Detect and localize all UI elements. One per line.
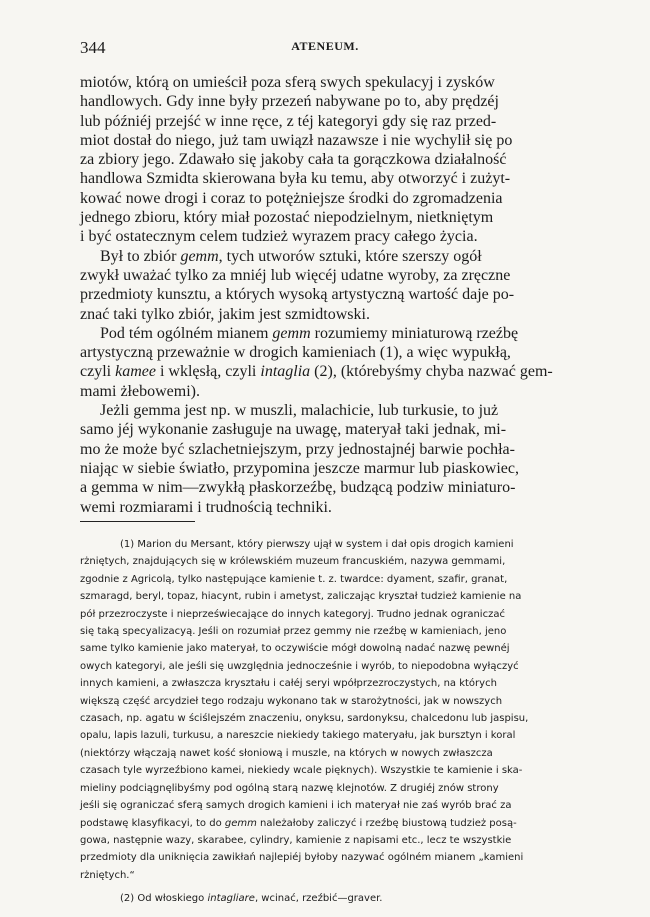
footnote-line: innych kamieni, a zwłaszcza kryształu i całéj seryi wpółprzezroczystych, na których: [80, 678, 497, 690]
footnote-2: (2) Od włoskiego intagliare, wcinać, rzeźbić—graver.: [120, 893, 383, 905]
footnote-line: czasach, np. agatu w ściślejszém znaczeniu, onyksu, sardonyksu, chalcedonu lub jaspisu,: [80, 713, 529, 725]
footnote-line: podstawę klasyfikacyi, to do gemm należałoby zaliczyć i rzeźbę biustową tudzież posą-: [80, 817, 517, 829]
footnotes: [80, 536, 572, 908]
text-line: i być ostatecznym celem tudzież wyrazem pracy całego życia.: [80, 228, 478, 246]
footnote-line: pół przezroczyste i nieprzeświecające do innych kategoryj. Trudno jednak ograniczać: [80, 608, 505, 620]
footnote-line: rżniętych, znajdujących się w królewskiém muzeum francuskiém, nazywa gemmami,: [80, 556, 506, 568]
text-line: artystyczną przeważnie w drogich kamieniach (1), a więc wypukłą,: [80, 344, 511, 362]
footnote-line: się taką specyalizacyą. Jeśli on rozumiał przez gemmy nie rzeźbę w kamieniach, jeno: [80, 626, 507, 638]
text-line: niając w siebie światło, przypomina jeszcze marmur lub piaskowiec,: [80, 459, 519, 477]
text-line: Jeżli gemma jest np. w muszli, malachicie, lub turkusie, to już: [100, 402, 499, 420]
footnote-line: (niektórzy włączają nawet kość słoniową i muszle, na których w nowych zwłaszcza: [80, 747, 493, 759]
text-line: czyli kamee i wklęsłą, czyli intaglia (2), (którebyśmy chyba nazwać gem-: [80, 363, 553, 381]
page-number: 344: [80, 38, 106, 57]
text-line: za zbiory jego. Zdawało się jakoby cała ta gorączkowa działalność: [80, 151, 507, 169]
footnote-line: (1) Marion du Mersant, który pierwszy ujął w system i dał opis drogich kamieni: [120, 539, 514, 550]
text-line: mo że może być szlachetniejszym, przy jednostajnéj barwie pochła-: [80, 440, 515, 458]
footnote-line: mieliny podciągnęlibyśmy pod ogólną starą nazwę klejnotów. Z drugiéj znów strony: [80, 782, 499, 794]
footnote-line: rżniętych.“: [80, 869, 135, 881]
footnote-separator: [80, 521, 195, 522]
text-line: zwykł uważać tylko za mniéj lub więcéj udatne wyroby, za zręczne: [80, 266, 511, 284]
body-text: [80, 73, 572, 517]
text-line: handlowa Szmidta skierowana była ku temu, aby otworzyć i zużyt-: [80, 170, 511, 188]
footnote-1: [80, 536, 572, 884]
running-title: ATENEUM.: [291, 39, 359, 53]
text-line: lub późniéj przejść w inne ręce, z téj kategoryi gdy się raz przed-: [80, 112, 497, 130]
footnote-line: opalu, lapis lazuli, turkusu, a nareszcie niekiedy takiego materyału, jak bursztyn i koral: [80, 730, 516, 742]
footnote-line: same tylko kamienie jako materyał, to oczywiście mógł dowolną nadać nazwę pewnéj: [80, 643, 510, 655]
text-line: wemi rozmiarami i trudnością techniki.: [80, 498, 332, 516]
footnote-line: przedmioty dla uniknięcia zawikłań najlepiéj byłoby nazywać ogólném mianem „kamieni: [80, 852, 524, 864]
text-line: mami żłebowemi).: [80, 382, 200, 400]
text-line: znać taki tylko zbiór, jakim jest szmidtowski.: [80, 305, 370, 323]
footnote-line: czasach tyle wyrzeźbiono kamei, niekiedy wcale pięknych). Wszystkie te kamienie i ska-: [80, 765, 523, 777]
text-line: miot dostał do niego, już tam uwiązł nazawsze i nie wychylił się po: [80, 131, 513, 149]
text-line: samo jéj wykonanie zasługuje na uwagę, materyał taki jednak, mi-: [80, 421, 507, 439]
text-line: Był to zbiór gemm, tych utworów sztuki, które szerszy ogół: [100, 247, 482, 265]
footnote-line: zgodnie z Agricolą, tylko następujące kamienie t. z. twardce: dyament, szafir, granat,: [80, 573, 508, 585]
footnote-line: jeśli się ograniczać sferą samych drogich kamieni i ich materyał nie zaś wyrób brać za: [80, 800, 512, 812]
page-header: [80, 38, 570, 58]
footnote-line: szmaragd, beryl, topaz, hiacynt, rubin i ametyst, zaliczając kryształ tudzież kamienie na: [80, 591, 522, 603]
footnote-line: większą część arcydzieł tego rodzaju wykonano tak w starożytności, jak w nowszych: [80, 695, 503, 707]
footnote-line: owych kategoryi, ale jeśli się uwzględnia jednocześnie i wyrób, to niepodobna wyłączyć: [80, 660, 519, 672]
text-line: kować nowe drogi i coraz to potężniejsze środki do zgromadzenia: [80, 189, 503, 207]
text-line: przedmioty kunsztu, a których wysoką artystyczną wartość daje po-: [80, 286, 515, 304]
text-line: a gemma w nim—zwykłą płaskorzeźbę, budzącą podziw miniaturo-: [80, 479, 516, 497]
text-line: jednego zbioru, który miał pozostać niepodzielnym, nietkniętym: [80, 209, 494, 227]
footnote-line: gowa, następnie wazy, skarabee, cylindry, kamienie z napisami etc., lecz te wszystkie: [80, 834, 512, 846]
text-line: handlowych. Gdy inne były przezeń nabywane po to, aby prędzéj: [80, 93, 499, 111]
text-line: Pod tém ogólném mianem gemm rozumiemy miniaturową rzeźbę: [100, 324, 519, 342]
text-line: miotów, którą on umieścił poza sferą swych spekulacyj i zysków: [80, 74, 495, 91]
